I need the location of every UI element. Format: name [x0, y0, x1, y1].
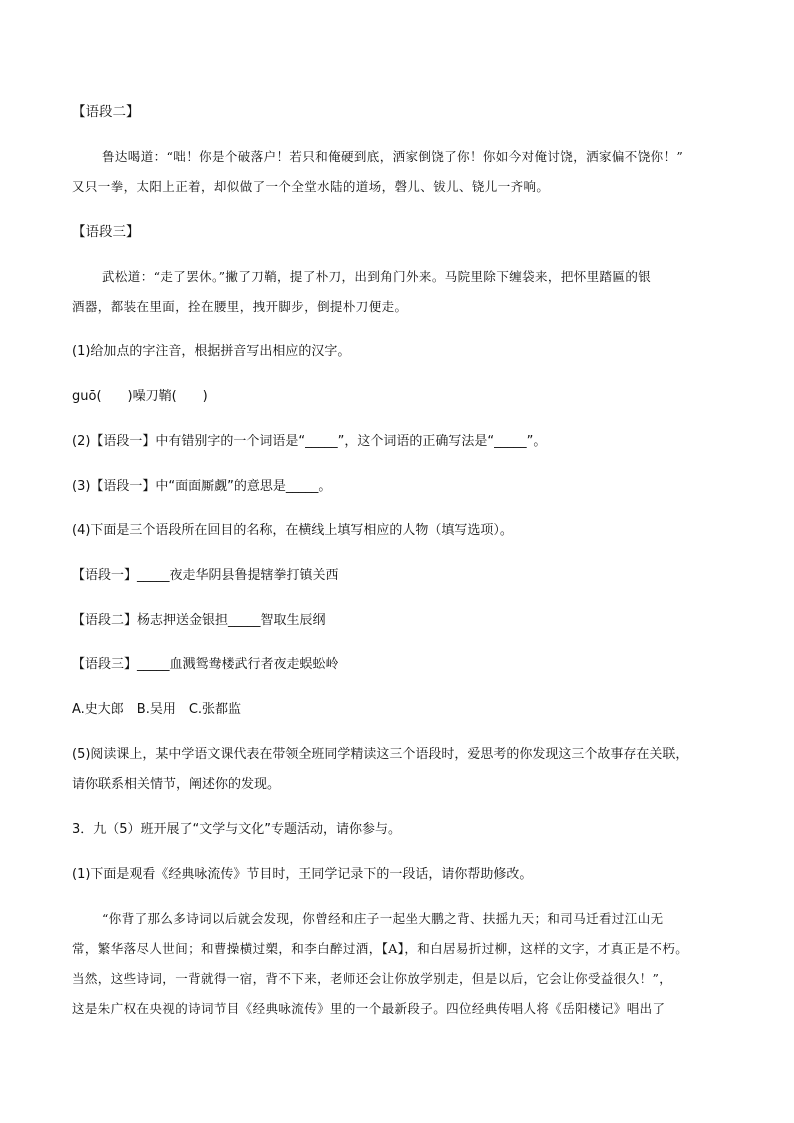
question-4-item-2: 【语段二】杨志押送金银担_____智取生辰纲	[72, 613, 326, 628]
section3-line-1: 武松道：“走了罢休。”撇了刀鞘，提了朴刀，出到角门外来。马院里除下缠袋来，把怀里踏匾的银	[102, 269, 652, 284]
part3-passage-line-1: “你背了那么多诗词以后就会发现，你曾经和庄子一起坐大鹏之背、扶摇九天；和司马迁看过江山无	[102, 911, 664, 926]
question-1: (1)给加点的字注音，根据拼音写出相应的汉字。	[72, 344, 351, 359]
question-5-line-1: (5)阅读课上，某中学语文课代表在带领全班同学精读这三个语段时，爱思考的你发现这三个故事存在关联，	[72, 747, 689, 762]
section3-heading: 【语段三】	[72, 224, 140, 240]
question-5-line-2: 请你联系相关情节，阐述你的发现。	[72, 777, 281, 792]
part3-question-1: (1)下面是观看《经典咏流传》节目时，王同学记录下的一段话，请你帮助修改。	[72, 867, 533, 882]
question-4: (4)下面是三个语段所在回目的名称，在横线上填写相应的人物（填写选项）。	[72, 523, 513, 538]
part3-passage-line-4: 这是朱广权在央视的诗词节目《经典咏流传》里的一个最新段子。四位经典传唱人将《岳阳楼记》唱出了	[72, 1001, 666, 1016]
section2-heading: 【语段二】	[72, 104, 140, 120]
part3-passage-line-3: 当然，这些诗词，一背就得一宿，背不下来，老师还会让你放学别走，但是以后，它会让你受益很久！”，	[72, 971, 673, 986]
part3-passage-line-2: 常，繁华落尽人世间；和曹操横过槊，和李白醉过酒，【A】，和白居易折过柳，这样的文字，才真正是不朽。	[72, 941, 689, 956]
question-4-item-3: 【语段三】_____血溅鸳鸯楼武行者夜走蜈蚣岭	[72, 657, 339, 672]
part3-title: 3．九（5）班开展了“文学与文化”专题活动，请你参与。	[72, 822, 402, 837]
question-2: (2)【语段一】中有错别字的一个词语是“_____”，这个词语的正确写法是“_____”。	[72, 434, 547, 449]
question-4-options: A.史大郎 B.吴用 C.张都监	[72, 702, 242, 717]
section3-line-2: 酒器，都装在里面，拴在腰里，拽开脚步，倒提朴刀便走。	[72, 299, 408, 314]
question-3: (3)【语段一】中“面面厮觑”的意思是_____。	[72, 479, 332, 494]
section2-line-2: 又只一拳，太阳上正着，却似做了一个全堂水陆的道场，磬儿、钹儿、铙儿一齐响。	[72, 179, 550, 194]
question-4-item-1: 【语段一】_____夜走华阴县鲁提辖拳打镇关西	[72, 568, 339, 583]
question-1-answer: guō( )噪刀鞘( )	[72, 389, 208, 404]
section2-line-1: 鲁达喝道：“咄！你是个破落户！若只和俺硬到底，洒家倒饶了你！你如今对俺讨饶，洒家偏不饶你！”	[102, 149, 684, 164]
